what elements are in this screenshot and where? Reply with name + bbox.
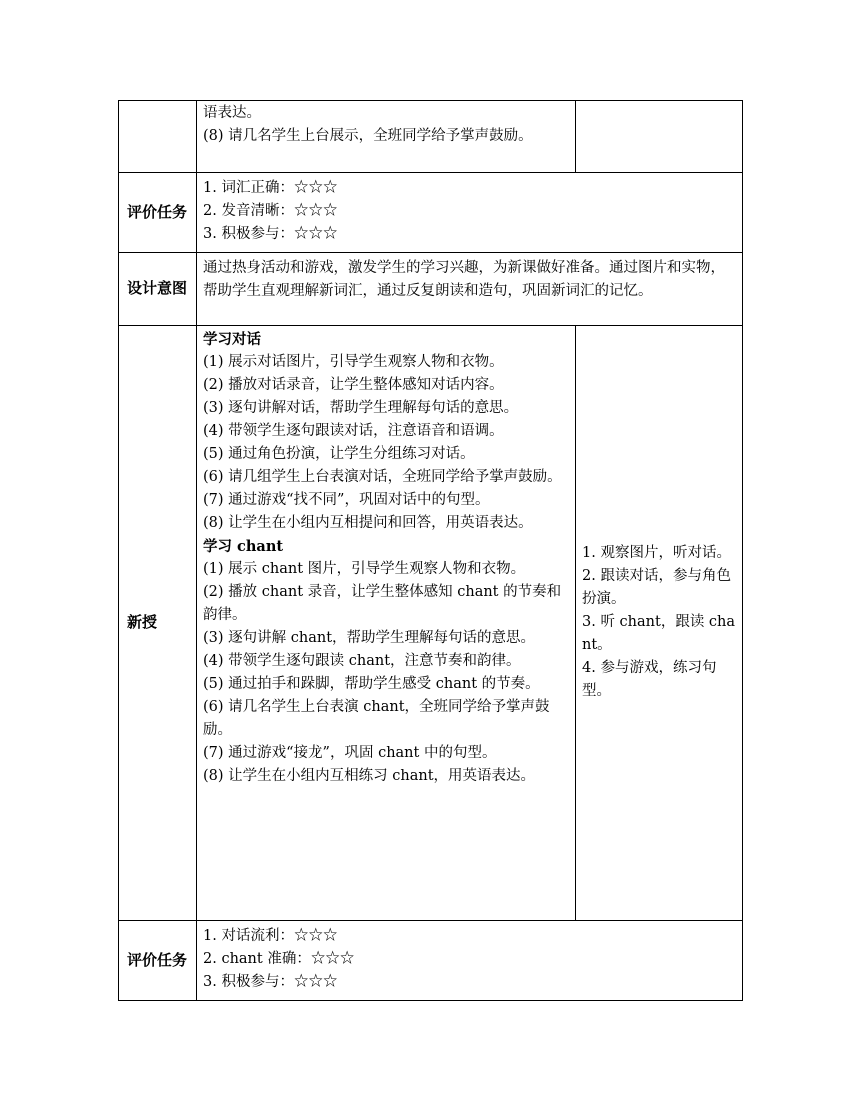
evaluation-label: 评价任务	[119, 921, 197, 1001]
content-line: 语表达。	[203, 105, 261, 121]
evaluation-item: 3. 积极参与：☆☆☆	[203, 974, 338, 990]
dialogue-step: (5) 通过角色扮演，让学生分组练习对话。	[203, 446, 475, 462]
continuation-side-cell	[576, 101, 743, 173]
student-activity: 2. 跟读对话，参与角色扮演。	[582, 568, 731, 607]
new-lesson-row	[119, 326, 743, 921]
dialogue-step: (6) 请几组学生上台表演对话，全班同学给予掌声鼓励。	[203, 469, 562, 485]
evaluation-item: 1. 对话流利：☆☆☆	[203, 928, 338, 944]
new-lesson-label: 新授	[119, 326, 197, 921]
chant-step: (5) 通过拍手和跺脚，帮助学生感受 chant 的节奏。	[203, 676, 540, 692]
content-line: (8) 请几名学生上台展示，全班同学给予掌声鼓励。	[203, 128, 533, 144]
dialogue-step: (7) 通过游戏“找不同”，巩固对话中的句型。	[203, 492, 490, 508]
evaluation-row-2	[119, 921, 743, 1001]
design-intent-label: 设计意图	[119, 253, 197, 326]
dialogue-step: (8) 让学生在小组内互相提问和回答，用英语表达。	[203, 515, 533, 531]
evaluation-content-cell	[197, 173, 743, 253]
new-lesson-steps-cell	[197, 326, 576, 921]
evaluation-row-1	[119, 173, 743, 253]
chant-step: (2) 播放 chant 录音，让学生整体感知 chant 的节奏和韵律。	[203, 584, 562, 623]
evaluation-item: 3. 积极参与：☆☆☆	[203, 226, 338, 242]
chant-step: (6) 请几名学生上台表演 chant，全班同学给予掌声鼓励。	[203, 699, 550, 738]
evaluation-item: 2. 发音清晰：☆☆☆	[203, 203, 338, 219]
student-activity: 4. 参与游戏，练习句型。	[582, 660, 717, 699]
evaluation-label: 评价任务	[119, 173, 197, 253]
lesson-plan-table	[118, 100, 743, 1001]
evaluation-item: 2. chant 准确：☆☆☆	[203, 951, 355, 967]
dialogue-step: (1) 展示对话图片，引导学生观察人物和衣物。	[203, 354, 504, 370]
continuation-content-cell	[197, 101, 576, 173]
dialogue-step: (2) 播放对话录音，让学生整体感知对话内容。	[203, 377, 504, 393]
dialogue-section-title: 学习对话	[203, 331, 261, 348]
dialogue-step: (4) 带领学生逐句跟读对话，注意语音和语调。	[203, 423, 504, 439]
continuation-label-cell	[119, 101, 197, 173]
design-intent-row	[119, 253, 743, 326]
dialogue-step: (3) 逐句讲解对话，帮助学生理解每句话的意思。	[203, 400, 519, 416]
chant-step: (8) 让学生在小组内互相练习 chant，用英语表达。	[203, 768, 536, 784]
chant-section-title: 学习 chant	[203, 538, 284, 555]
design-intent-text: 通过热身活动和游戏，激发学生的学习兴趣，为新课做好准备。通过图片和实物，帮助学生直观理解新词汇，通过反复朗读和造句，巩固新词汇的记忆。	[197, 253, 743, 326]
chant-step: (3) 逐句讲解 chant，帮助学生理解每句话的意思。	[203, 630, 536, 646]
chant-step: (7) 通过游戏“接龙”，巩固 chant 中的句型。	[203, 745, 497, 761]
chant-step: (1) 展示 chant 图片，引导学生观察人物和衣物。	[203, 561, 526, 577]
student-activity: 1. 观察图片，听对话。	[582, 545, 731, 561]
continuation-row	[119, 101, 743, 173]
chant-step: (4) 带领学生逐句跟读 chant，注意节奏和韵律。	[203, 653, 521, 669]
student-activities-cell	[576, 326, 743, 921]
evaluation-content-cell	[197, 921, 743, 1001]
student-activity: 3. 听 chant，跟读 chant。	[582, 614, 736, 653]
evaluation-item: 1. 词汇正确：☆☆☆	[203, 180, 338, 196]
